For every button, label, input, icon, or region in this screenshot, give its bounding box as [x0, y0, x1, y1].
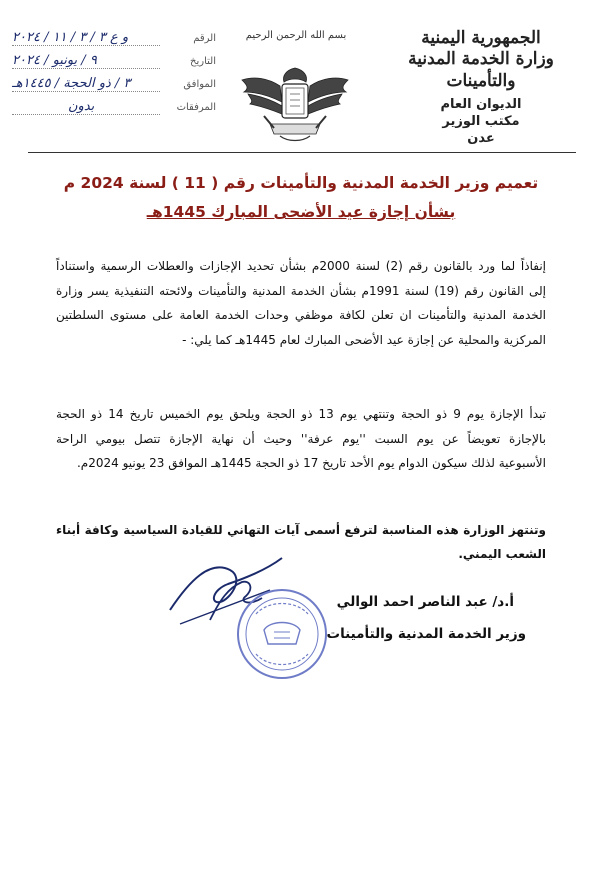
circular-title: تعميم وزير الخدمة المدنية والتأمينات رقم ( 11 ) لسنة 2024 م — [63, 174, 539, 192]
paragraph-1-line: إلى القانون رقم (19) لسنة 1991م بشأن الخدمة المدنية والتأمينات ولائحته التنفيذية يسر وزارة — [56, 283, 547, 298]
reference-block — [8, 30, 216, 122]
official-stamp-icon — [234, 586, 330, 682]
reference-date-row — [8, 53, 216, 76]
reference-number-value: و ع ٣ / ٣ / ١١ / ٢٠٢٤ — [12, 30, 129, 45]
paragraph-3-line: وتنتهز الوزارة هذه المناسبة لترفع أسمى آيات التهاني للقيادة السياسية وكافة أبناء الشعب اليمني. — [56, 523, 546, 561]
ministry-header — [386, 28, 576, 147]
signatory-title: وزير الخدمة المدنية والتأمينات — [326, 626, 526, 642]
paragraph-1-line: إنفاذاً لما ورد بالقانون رقم (2) لسنة 2000م بشأن تحديد الإجازات والعطلات الرسمية واستناداً — [56, 259, 546, 273]
city-name: عدن — [467, 131, 495, 146]
circular-subject: بشأن إجازة عيد الأضحى المبارك 1445هـ — [146, 203, 456, 221]
reference-number-label: الرقم — [193, 33, 216, 44]
reference-attachments-label: المرفقات — [176, 102, 216, 113]
basmala: بسم الله الرحمن الرحيم — [245, 30, 347, 41]
signatory-name: أ.د/ عبد الناصر احمد الوالي — [336, 594, 514, 610]
paragraph-1-line: الخدمة المدنية والتأمينات ان تعلن لكافة موظفي وحدات الخدمة العامة على مستوى السلطتين — [56, 308, 546, 322]
reference-hijri-value: ٣ / ذو الحجة / ١٤٤٥هـ — [12, 76, 131, 91]
department-name: الديوان العام — [440, 97, 522, 112]
reference-attachments-value: بدون — [68, 99, 95, 114]
reference-hijri-row — [8, 76, 216, 99]
paragraph-3 — [56, 518, 546, 566]
ministry-name: وزارة الخدمة المدنية والتأمينات — [408, 49, 554, 91]
reference-date-label: التاريخ — [190, 56, 216, 67]
eagle-emblem-icon — [234, 46, 356, 152]
paragraph-2-line: بالإجازة تعويضاً عن يوم السبت ''يوم عرفة'' وحيث أن نهاية الإجازة تتصل بيومي الراحة — [56, 431, 546, 446]
paragraph-2 — [56, 402, 546, 476]
office-name: مكتب الوزير — [442, 114, 520, 129]
reference-date-value: ٩ / يونيو / ٢٠٢٤ — [12, 53, 97, 68]
paragraph-1-line: المركزية والمحلية عن إجازة عيد الأضحى المبارك لعام 1445هـ كما يلي: - — [182, 332, 546, 347]
paragraph-1 — [56, 254, 546, 352]
header-divider — [28, 152, 576, 153]
reference-number-row — [8, 30, 216, 53]
country-name: الجمهورية اليمنية — [421, 28, 541, 48]
reference-hijri-label: الموافق — [183, 79, 216, 90]
paragraph-2-line: الأسبوعية لذلك سيكون الدوام يوم الأحد تاريخ 17 ذو الحجة 1445هـ الموافق 23 يونيو 2024م. — [76, 456, 546, 470]
paragraph-2-line: تبدأ الإجازة يوم 9 ذو الحجة وتنتهي يوم 13 ذو الحجة ويلحق يوم الخميس تاريخ 14 ذو الحجة — [56, 407, 547, 421]
reference-attachments-row — [8, 99, 216, 122]
